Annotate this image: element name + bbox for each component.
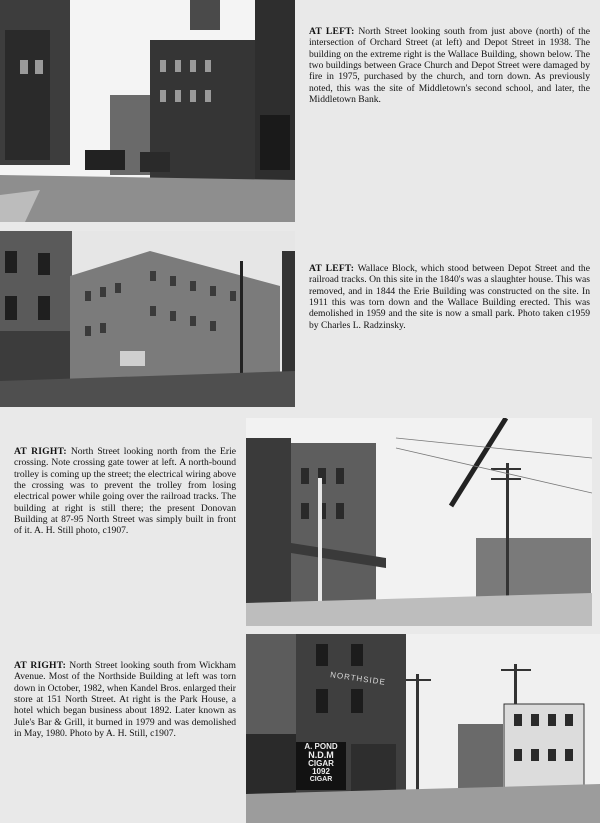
sign-pond-line1: A. POND [304,742,338,751]
sign-pond-cigar [296,743,346,783]
caption-north-street-1938: AT LEFT: North Street looking south from just above (north) of the intersection of Orchard Street (at left) and Depot Street in 1938. The building on the extreme right is the Wallace Building, shown below. The two buildings between Grace Church and Depot Street were damaged by fire in 1975, purchased by the church, and torn down. As previously noted, this was the site of Middletown's second school, and later, the Middletown Bank. [309,26,591,105]
sign-pond-line4: 1092 [312,767,330,776]
photo-wallace-block [0,231,295,407]
sign-pond-line2: N.D.M [308,750,334,760]
caption-wallace-block: AT LEFT: Wallace Block, which stood between Depot Street and the railroad tracks. On this site in the 1840's was a slaughter house. This was removed, and in 1844 the Erie Building was constructed on the site. In 1911 this was torn down and the Wallace Building erected. This was demolished in 1959 and the site is now a small park. Photo taken c1959 by Charles L. Radzinsky. [309,263,590,331]
caption-wickham-avenue: AT RIGHT: North Street looking south from Wickham Avenue. Most of the Northside Building at left was torn down in October, 1982, when Kandel Bros. enlarged their store at 151 North Street. At right is the Park House, a hotel which began business about 1892. Later known as Jule's Bar & Grill, it burned in 1979 and was demolished in May, 1980. Photo by A. H. Still, c1907. [14,660,237,739]
photo-erie-crossing [246,418,592,626]
photo-north-street-1938 [0,0,295,222]
caption-erie-crossing: AT RIGHT: North Street looking north from the Erie crossing. Note crossing gate tower at left. A north-bound trolley is coming up the street; the electrical wiring above the crossing was to prevent the trolley from losing electrical power while going over the railroad tracks. The building at right is still there; the present Donovan Building at 87-95 North Street was simply built in front of it. A. H. Still photo, c1907. [14,446,237,537]
sign-pond-line3: CIGAR [308,759,334,768]
sign-pond-line5: CIGAR [309,776,333,783]
sign-northside: NORTHSIDE [329,670,387,687]
photo-wickham-avenue [246,634,600,823]
